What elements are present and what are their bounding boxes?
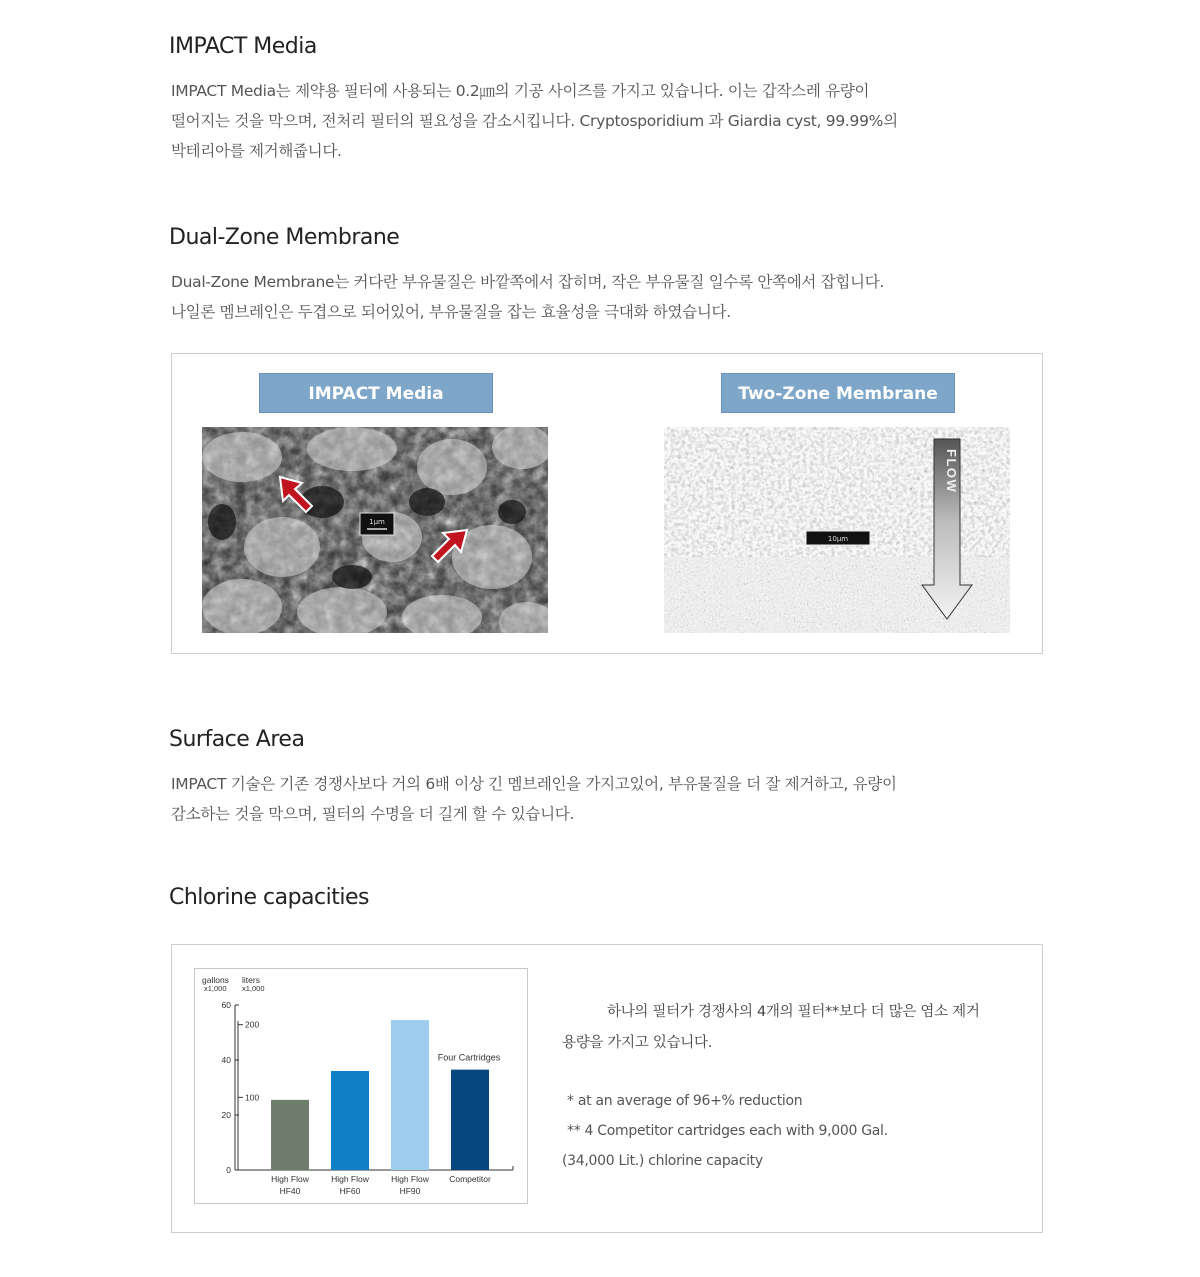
bar-label: Competitor [449,1174,491,1184]
dual-zone-title: Dual-Zone Membrane [169,225,400,250]
footnote-1: * at an average of 96+% reduction [567,1093,803,1109]
bar-label: HF40 [279,1186,301,1196]
flow-label: FLOW [944,449,959,494]
chlorine-note-line-1: 하나의 필터가 경쟁사의 4개의 필터**보다 더 많은 염소 제거 [607,1004,980,1020]
impact-media-line-1: IMPACT Media는 제약용 필터에 사용되는 0.2㎛의 기공 사이즈를 가지고 있습니다. 이는 갑작스레 유량이 [171,82,870,100]
bar-1 [271,1100,309,1170]
bar-label: HF90 [399,1186,421,1196]
impact-media-label: IMPACT Media [259,373,493,413]
impact-media-description [171,76,1031,166]
surface-area-description [171,769,1031,829]
gallons-axis-unit: x1,000 [204,984,227,993]
bar-label: High Flow [331,1174,369,1184]
bar-label: HF60 [339,1186,361,1196]
surface-area-line-1: IMPACT 기술은 기존 경쟁사보다 거의 6배 이상 긴 멤브레인을 가지고있어, 부유물질을 더 잘 제거하고, 유량이 [171,775,897,793]
gallons-tick-label: 0 [226,1165,231,1175]
two-zone-label: Two-Zone Membrane [721,373,955,413]
micrograph-panel [171,353,1043,654]
dual-zone-line-1: Dual-Zone Membrane는 커다란 부유물질은 바깥쪽에서 잡히며, 작은 부유물질 일수록 안쪽에서 잡힙니다. [171,273,885,291]
surface-area-line-2: 감소하는 것을 막으며, 필터의 수명을 더 길게 할 수 있습니다. [171,805,575,823]
impact-media-micrograph-image [202,427,548,633]
liters-axis-unit: x1,000 [242,984,265,993]
chlorine-capacities-title: Chlorine capacities [169,885,369,910]
chlorine-chart [194,968,528,1204]
left-scale-label: 1μm [369,518,385,526]
dual-zone-line-2: 나일론 멤브레인은 두겹으로 되어있어, 부유물질을 잡는 효율성을 극대화 하였습니다. [171,303,731,321]
impact-media-micrograph [202,427,548,633]
four-cartridges-annotation: Four Cartridges [437,1052,501,1063]
bar-label: High Flow [391,1174,429,1184]
chlorine-panel [171,944,1043,1233]
impact-media-line-3: 박테리아를 제거해줍니다. [171,142,342,160]
gallons-tick-label: 20 [221,1110,231,1120]
dual-zone-description [171,267,1031,327]
impact-media-line-2: 떨어지는 것을 막으며, 전처리 필터의 필요성을 감소시킵니다. Cryptosporidium 과 Giardia cyst, 99.99%의 [171,112,898,130]
bar-label: High Flow [271,1174,309,1184]
bar-2 [331,1071,369,1170]
gallons-tick-label: 40 [221,1055,231,1065]
bar-4 [451,1070,489,1170]
two-zone-micrograph-image [664,427,1010,633]
chlorine-note-line-2: 용량을 가지고 있습니다. [562,1035,712,1051]
gallons-axis-label: gallons [202,975,229,985]
two-zone-micrograph [664,427,1010,633]
surface-area-title: Surface Area [169,727,305,752]
footnote-3: (34,000 Lit.) chlorine capacity [562,1153,763,1169]
bar-3 [391,1020,429,1170]
right-scale-label: 10μm [827,535,849,543]
liters-axis-label: liters [242,975,260,985]
chlorine-bar-chart [195,969,527,1203]
footnote-2: ** 4 Competitor cartridges each with 9,000 Gal. [567,1123,888,1139]
gallons-tick-label: 60 [221,1000,231,1010]
impact-media-title: IMPACT Media [169,34,317,59]
liters-tick-label: 100 [245,1092,260,1103]
liters-tick-label: 200 [245,1019,260,1030]
